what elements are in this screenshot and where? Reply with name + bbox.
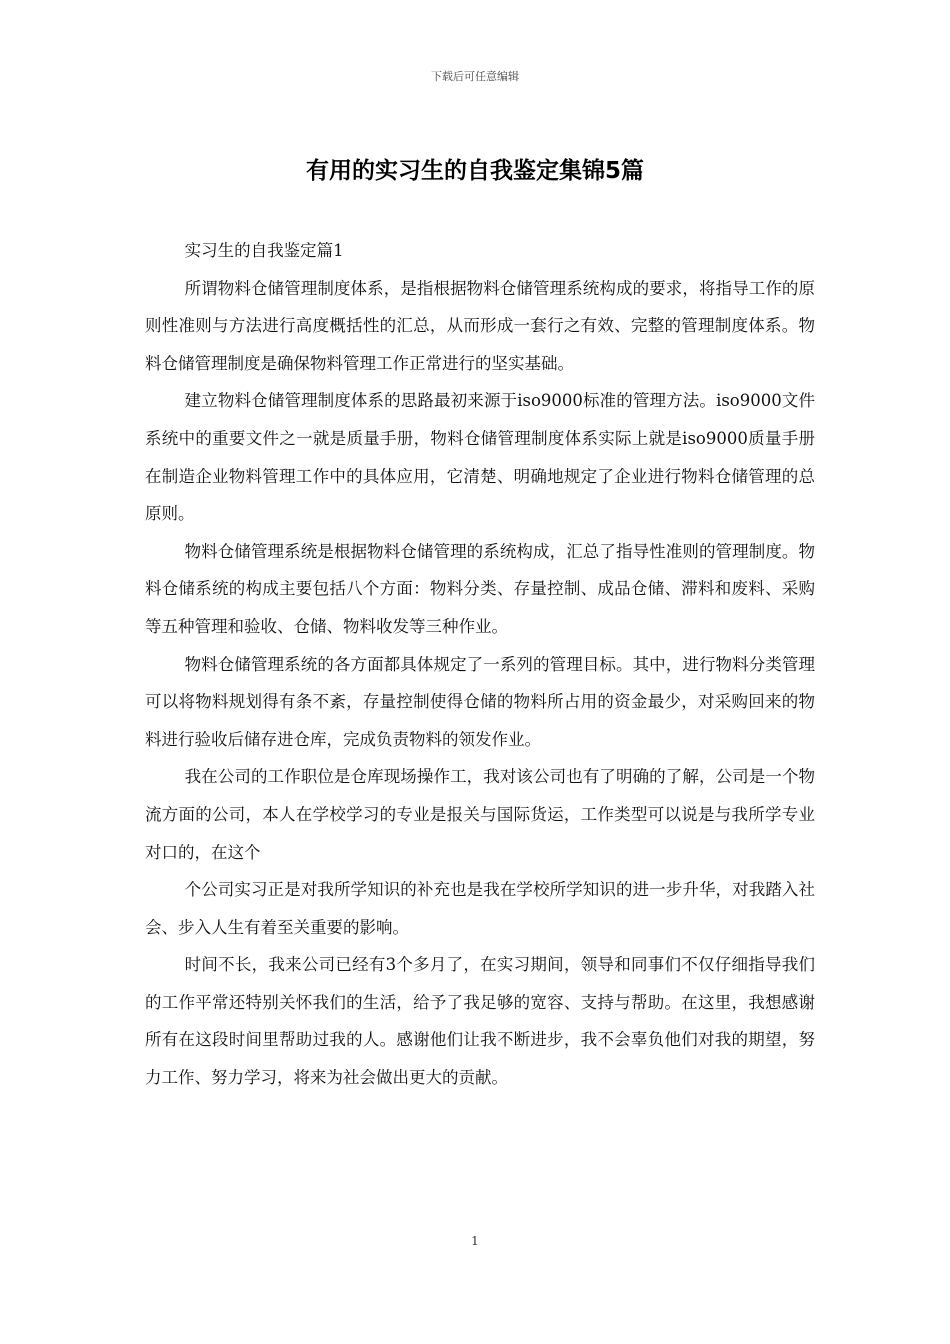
paragraph: 建立物料仓储管理制度体系的思路最初来源于iso9000标准的管理方法。iso9000文件系统中的重要文件之一就是质量手册，物料仓储管理制度体系实际上就是iso9000质量手册在制造企业物料管理工作中的具体应用，它清楚、明确地规定了企业进行物料仓储管理的总原则。 — [145, 391, 815, 524]
paragraph: 物料仓储管理系统是根据物料仓储管理的系统构成，汇总了指导性准则的管理制度。物料仓储系统的构成主要包括八个方面：物料分类、存量控制、成品仓储、滞料和废料、采购等五种管理和验收、仓储、物料收发等三种作业。 — [145, 541, 815, 636]
document-body — [145, 232, 815, 1097]
header-note: 下载后可任意编辑 — [431, 70, 519, 83]
paragraph: 所谓物料仓储管理制度体系，是指根据物料仓储管理系统构成的要求，将指导工作的原则性准则与方法进行高度概括性的汇总，从而形成一套行之有效、完整的管理制度体系。物料仓储管理制度是确保物料管理工作正常进行的坚实基础。 — [145, 278, 815, 373]
paragraph: 物料仓储管理系统的各方面都具体规定了一系列的管理目标。其中，进行物料分类管理可以将物料规划得有条不紊，存量控制使得仓储的物料所占用的资金最少，对采购回来的物料进行验收后储存进仓库，完成负责物料的领发作业。 — [145, 654, 815, 749]
paragraph: 个公司实习正是对我所学知识的补充也是我在学校所学知识的进一步升华，对我踏入社会、步入人生有着至关重要的影响。 — [145, 880, 815, 937]
page-number: 1 — [471, 1234, 479, 1248]
paragraph: 我在公司的工作职位是仓库现场操作工，我对该公司也有了明确的了解，公司是一个物流方面的公司，本人在学校学习的专业是报关与国际货运，工作类型可以说是与我所学专业对口的，在这个 — [145, 767, 815, 862]
document-title: 有用的实习生的自我鉴定集锦5篇 — [305, 158, 644, 184]
section-heading: 实习生的自我鉴定篇1 — [184, 241, 344, 260]
paragraph: 时间不长，我来公司已经有3个多月了，在实习期间，领导和同事们不仅仔细指导我们的工作平常还特别关怀我们的生活，给予了我足够的宽容、支持与帮助。在这里，我想感谢所有在这段时间里帮助过我的人。感谢他们让我不断进步，我不会辜负他们对我的期望，努力工作、努力学习，将来为社会做出更大的贡献。 — [145, 955, 815, 1088]
